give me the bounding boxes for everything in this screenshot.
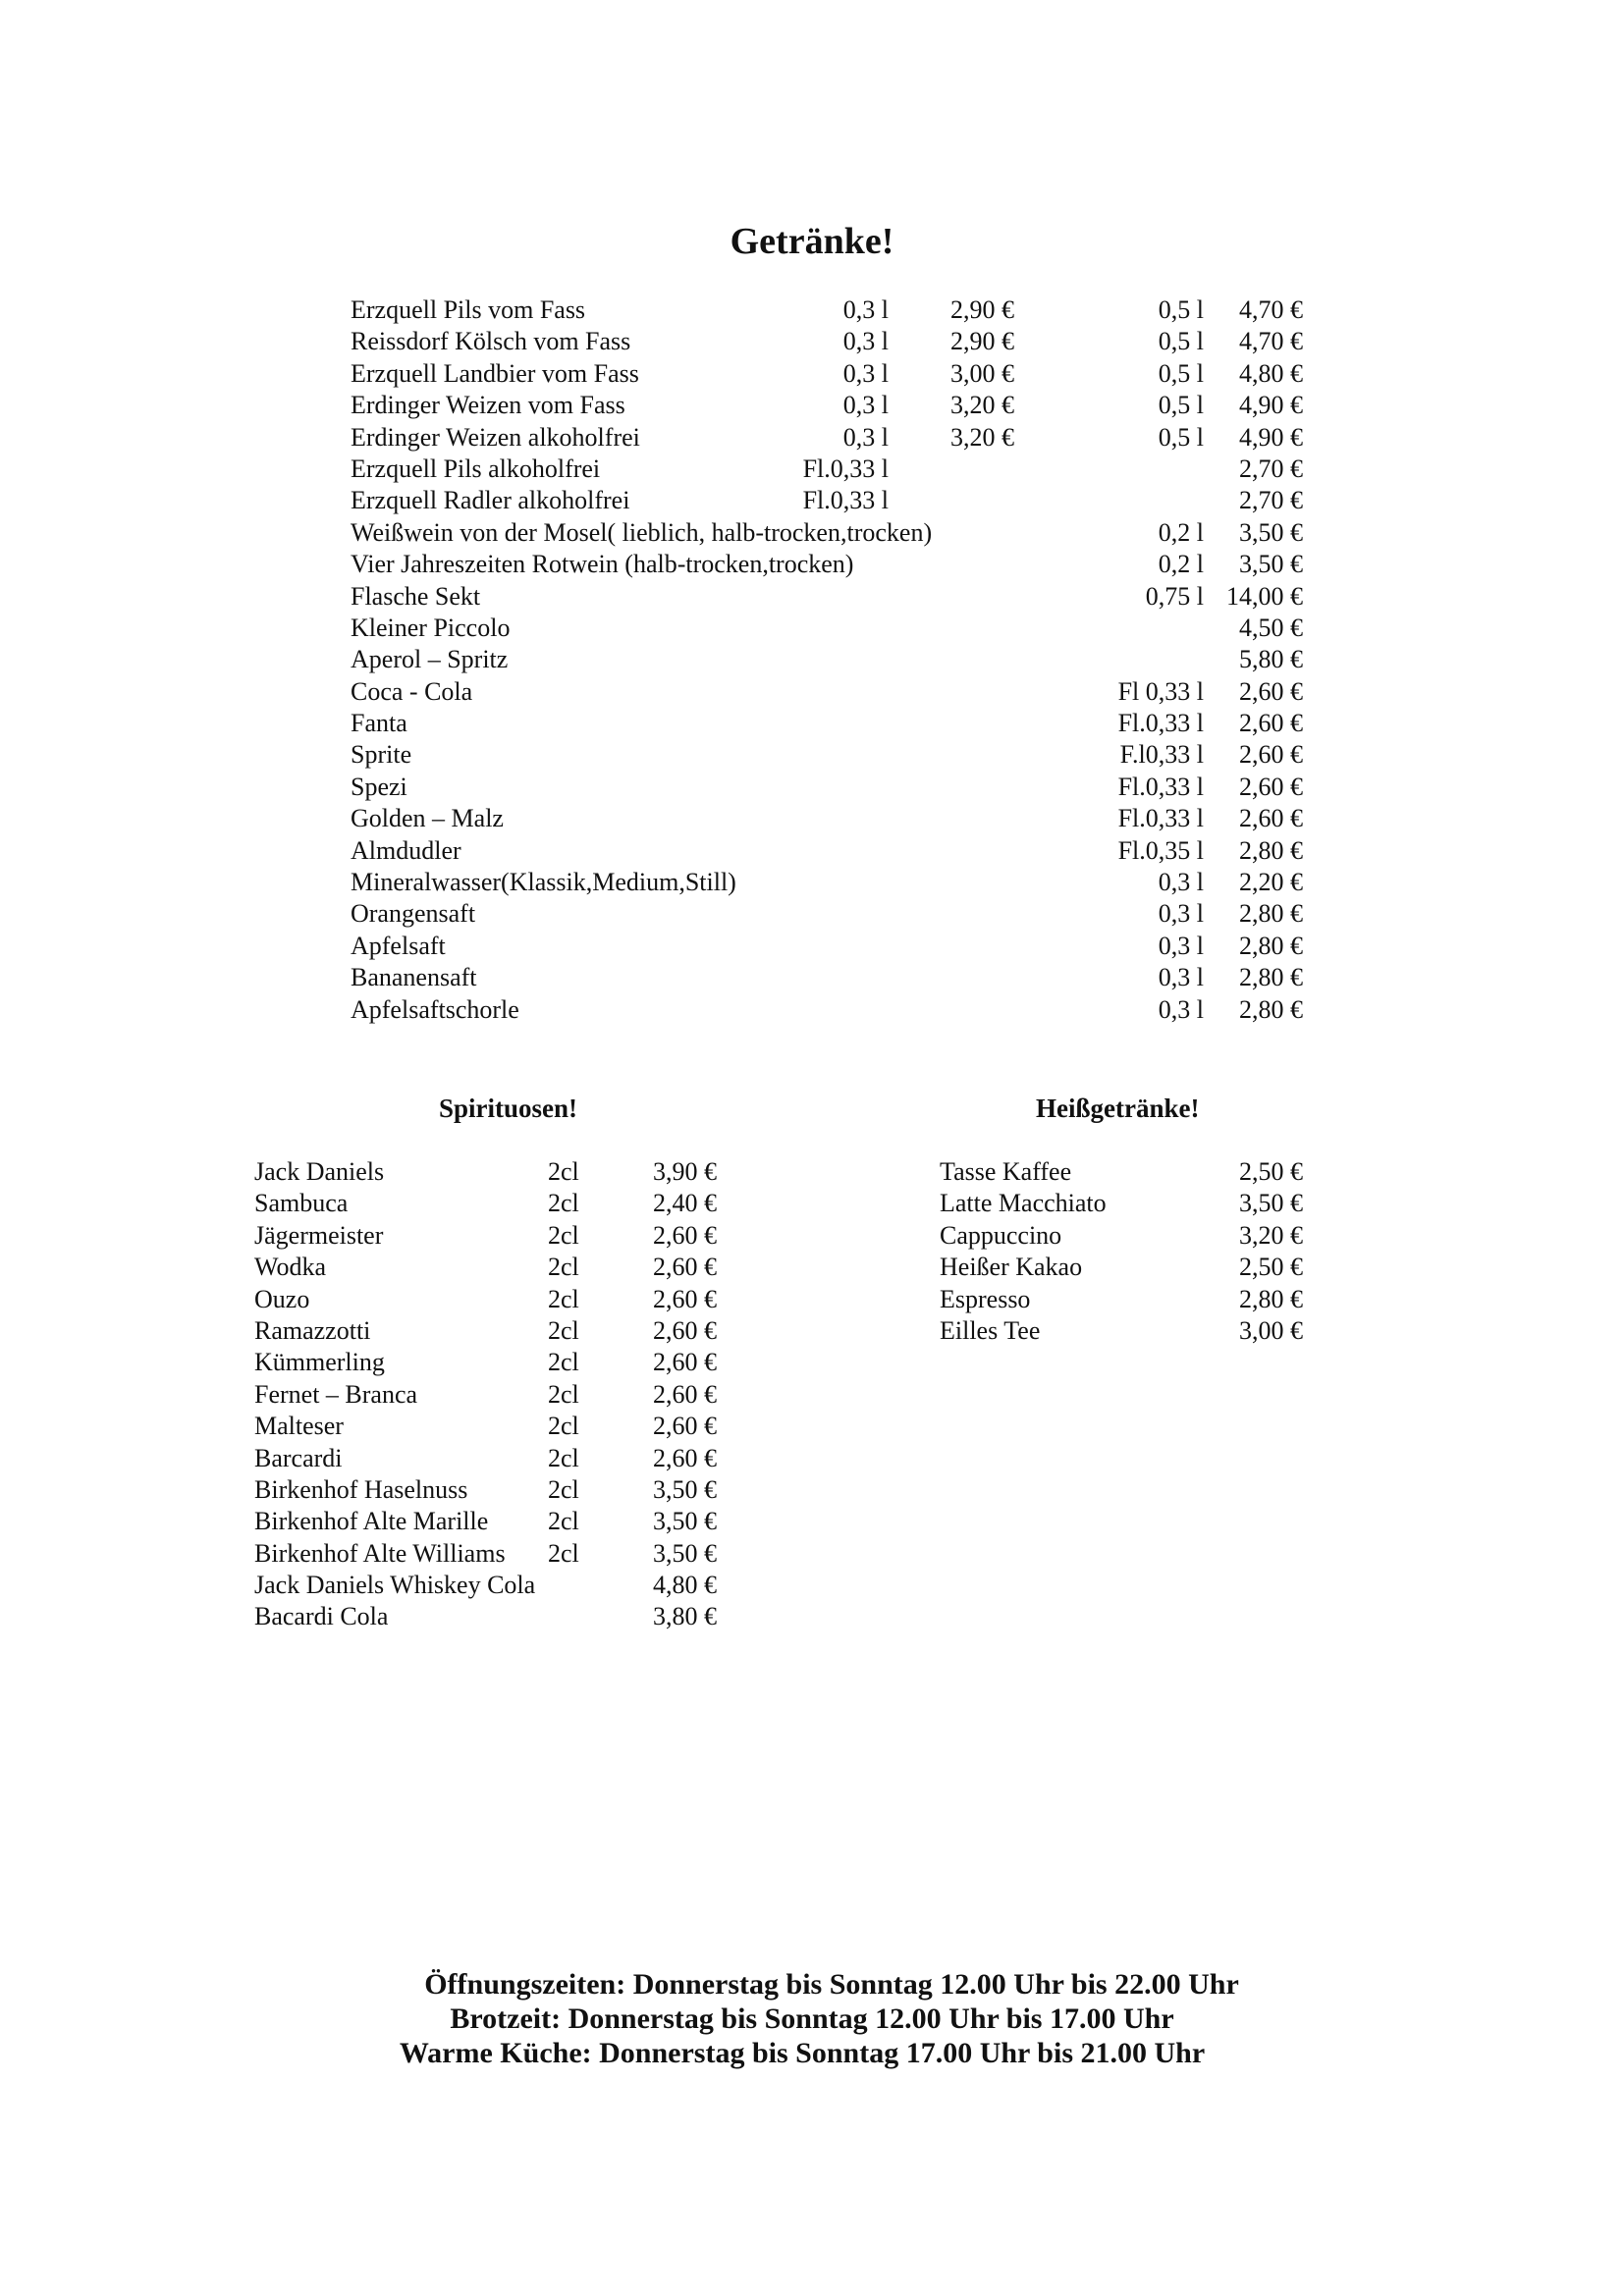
drink-size-large: 0,5 l [1158, 422, 1204, 452]
hot-drink-name: Heißer Kakao [940, 1253, 1083, 1282]
spirit-size: 2cl [548, 1157, 579, 1186]
drinks-row [0, 644, 1624, 675]
spirits-row [0, 1538, 812, 1570]
drink-size-large: Fl 0,33 l [1117, 676, 1204, 706]
drink-price-large: 3,50 € [1239, 550, 1303, 579]
drinks-row [0, 962, 1624, 993]
opening-hours-line: Öffnungszeiten: Donnerstag bis Sonntag 12.00 Uhr bis 22.00 Uhr [424, 1968, 1239, 2001]
spirit-price: 2,60 € [653, 1443, 717, 1472]
drink-price-large: 5,80 € [1239, 645, 1303, 674]
spirit-name: Jack Daniels Whiskey Cola [254, 1571, 536, 1600]
spirit-size: 2cl [548, 1348, 579, 1377]
hot-drink-price: 2,50 € [1239, 1253, 1303, 1282]
drink-price-large: 4,90 € [1239, 422, 1303, 452]
drinks-row [0, 613, 1624, 644]
drinks-row [0, 326, 1624, 357]
drink-price-large: 2,60 € [1239, 676, 1303, 706]
drinks-row [0, 835, 1624, 867]
drink-price-large: 3,50 € [1239, 517, 1303, 547]
spirit-name: Wodka [254, 1253, 326, 1282]
drink-price-large: 2,70 € [1239, 486, 1303, 515]
drink-name: Spezi [351, 772, 407, 801]
hot-drink-price: 2,80 € [1239, 1284, 1303, 1313]
drink-price-small: 2,90 € [950, 327, 1014, 356]
drink-price-large: 2,20 € [1239, 868, 1303, 897]
spirit-name: Birkenhof Alte Marille [254, 1507, 489, 1536]
hot_drinks-row [0, 1220, 1624, 1252]
drinks-row [0, 994, 1624, 1026]
spirit-name: Bacardi Cola [254, 1602, 389, 1631]
drink-price-small: 3,20 € [950, 391, 1014, 420]
drink-size-large: 0,2 l [1158, 550, 1204, 579]
drink-size-small: Fl.0,33 l [802, 454, 889, 483]
drink-size-large: Fl.0,35 l [1117, 835, 1204, 865]
drinks-row [0, 358, 1624, 390]
drinks-row [0, 739, 1624, 771]
spirit-name: Jack Daniels [254, 1157, 385, 1186]
spirit-size: 2cl [548, 1538, 579, 1568]
drink-price-large: 2,80 € [1239, 931, 1303, 960]
hot_drinks-row [0, 1284, 1624, 1315]
spirits-row [0, 1601, 812, 1632]
drink-size-small: 0,3 l [842, 327, 889, 356]
drinks-row [0, 803, 1624, 834]
drink-name: Vier Jahreszeiten Rotwein (halb-trocken,trocken) [351, 550, 854, 579]
spirit-price: 3,50 € [653, 1538, 717, 1568]
drink-name: Orangensaft [351, 899, 476, 929]
spirit-price: 2,60 € [653, 1315, 717, 1345]
spirit-price: 3,50 € [653, 1507, 717, 1536]
drink-name: Reissdorf Kölsch vom Fass [351, 327, 631, 356]
spirits-heading: Spirituosen! [439, 1094, 578, 1123]
hot-drink-price: 3,50 € [1239, 1189, 1303, 1218]
spirit-size: 2cl [548, 1189, 579, 1218]
hot_drinks-row [0, 1252, 1624, 1283]
hot-drink-name: Eilles Tee [940, 1315, 1041, 1345]
spirits-row [0, 1443, 812, 1474]
drink-name: Golden – Malz [351, 804, 504, 833]
drink-price-large: 2,60 € [1239, 772, 1303, 801]
drink-size-large: 0,3 l [1158, 868, 1204, 897]
drink-name: Erzquell Pils alkoholfrei [351, 454, 601, 483]
spirit-size: 2cl [548, 1507, 579, 1536]
spirit-price: 2,60 € [653, 1348, 717, 1377]
drink-size-small: Fl.0,33 l [802, 486, 889, 515]
spirit-name: Sambuca [254, 1189, 349, 1218]
spirit-name: Jägermeister [254, 1220, 384, 1250]
drink-size-small: 0,3 l [842, 422, 889, 452]
spirit-name: Birkenhof Haselnuss [254, 1474, 468, 1504]
hot-drink-name: Latte Macchiato [940, 1189, 1107, 1218]
drinks-list [0, 294, 1624, 1026]
hot-drink-price: 3,20 € [1239, 1220, 1303, 1250]
drink-price-large: 14,00 € [1226, 581, 1303, 611]
drink-price-large: 2,80 € [1239, 994, 1303, 1024]
drink-price-large: 2,80 € [1239, 899, 1303, 929]
drink-size-large: Fl.0,33 l [1117, 804, 1204, 833]
drink-price-large: 2,60 € [1239, 740, 1303, 770]
drink-name: Weißwein von der Mosel( lieblich, halb-trocken,trocken) [351, 517, 933, 547]
drink-name: Erzquell Pils vom Fass [351, 295, 586, 324]
drinks-row [0, 708, 1624, 739]
spirit-name: Kümmerling [254, 1348, 385, 1377]
drink-name: Sprite [351, 740, 412, 770]
spirits-row [0, 1474, 812, 1506]
spirit-size: 2cl [548, 1379, 579, 1409]
spirit-size: 2cl [548, 1220, 579, 1250]
spirit-size: 2cl [548, 1474, 579, 1504]
spirit-name: Fernet – Branca [254, 1379, 418, 1409]
spirit-price: 2,60 € [653, 1253, 717, 1282]
drink-size-large: F.l0,33 l [1119, 740, 1204, 770]
spirits-row [0, 1347, 812, 1378]
drink-name: Kleiner Piccolo [351, 613, 511, 642]
drink-name: Almdudler [351, 835, 461, 865]
brotzeit-line: Brotzeit: Donnerstag bis Sonntag 12.00 Uhr bis 17.00 Uhr [450, 2002, 1174, 2035]
drink-price-large: 2,60 € [1239, 804, 1303, 833]
spirit-name: Ouzo [254, 1284, 310, 1313]
drink-size-small: 0,3 l [842, 358, 889, 388]
drinks-row [0, 549, 1624, 580]
page-title: Getränke! [730, 221, 894, 262]
drink-price-large: 4,70 € [1239, 295, 1303, 324]
drink-price-large: 2,80 € [1239, 963, 1303, 992]
drinks-row [0, 517, 1624, 549]
drink-size-large: 0,3 l [1158, 963, 1204, 992]
spirit-price: 3,80 € [653, 1602, 717, 1631]
hot_drinks-row [0, 1156, 1624, 1188]
spirit-name: Birkenhof Alte Williams [254, 1538, 506, 1568]
drinks-row [0, 867, 1624, 898]
hot-drink-price: 3,00 € [1239, 1315, 1303, 1345]
drinks-row [0, 454, 1624, 485]
drink-name: Mineralwasser(Klassik,Medium,Still) [351, 868, 736, 897]
drink-name: Apfelsaft [351, 931, 446, 960]
drink-name: Erzquell Radler alkoholfrei [351, 486, 630, 515]
spirit-price: 3,90 € [653, 1157, 717, 1186]
drink-price-large: 4,80 € [1239, 358, 1303, 388]
spirit-price: 2,60 € [653, 1412, 717, 1441]
spirit-price: 2,60 € [653, 1284, 717, 1313]
drink-price-small: 2,90 € [950, 295, 1014, 324]
drink-size-large: 0,3 l [1158, 899, 1204, 929]
spirit-size: 2cl [548, 1284, 579, 1313]
drink-price-small: 3,20 € [950, 422, 1014, 452]
drink-size-small: 0,3 l [842, 295, 889, 324]
drink-name: Erdinger Weizen alkoholfrei [351, 422, 640, 452]
drink-size-large: 0,75 l [1145, 581, 1204, 611]
drink-name: Erdinger Weizen vom Fass [351, 391, 625, 420]
hot-drink-price: 2,50 € [1239, 1157, 1303, 1186]
drink-price-large: 2,60 € [1239, 709, 1303, 738]
drink-price-large: 4,70 € [1239, 327, 1303, 356]
drink-size-large: 0,5 l [1158, 391, 1204, 420]
spirit-size: 2cl [548, 1412, 579, 1441]
drink-name: Flasche Sekt [351, 581, 481, 611]
drink-size-small: 0,3 l [842, 391, 889, 420]
spirits-row [0, 1379, 812, 1411]
hot_drinks-row [0, 1188, 1624, 1219]
hot-drinks-list [0, 1156, 1624, 1347]
drinks-row [0, 294, 1624, 326]
drinks-row [0, 676, 1624, 708]
drink-size-large: 0,2 l [1158, 517, 1204, 547]
spirit-name: Malteser [254, 1412, 344, 1441]
drink-size-large: 0,5 l [1158, 358, 1204, 388]
spirit-price: 2,60 € [653, 1220, 717, 1250]
spirit-size: 2cl [548, 1443, 579, 1472]
drink-price-large: 4,50 € [1239, 613, 1303, 642]
spirit-name: Ramazzotti [254, 1315, 371, 1345]
spirit-price: 2,40 € [653, 1189, 717, 1218]
spirit-size: 2cl [548, 1253, 579, 1282]
hot-drink-name: Tasse Kaffee [940, 1157, 1072, 1186]
hot_drinks-row [0, 1315, 1624, 1347]
spirit-price: 2,60 € [653, 1379, 717, 1409]
drinks-row [0, 772, 1624, 803]
opening-hours-footer [0, 1967, 1624, 2070]
spirits-row [0, 1506, 812, 1537]
drink-name: Apfelsaftschorle [351, 994, 519, 1024]
hot-drink-name: Espresso [940, 1284, 1031, 1313]
spirit-price: 3,50 € [653, 1474, 717, 1504]
hot-drink-name: Cappuccino [940, 1220, 1062, 1250]
drink-size-large: Fl.0,33 l [1117, 709, 1204, 738]
drink-name: Coca - Cola [351, 676, 473, 706]
spirit-price: 4,80 € [653, 1571, 717, 1600]
drink-size-large: 0,3 l [1158, 931, 1204, 960]
drinks-row [0, 581, 1624, 613]
drink-name: Bananensaft [351, 963, 477, 992]
drink-size-large: Fl.0,33 l [1117, 772, 1204, 801]
drink-price-large: 2,80 € [1239, 835, 1303, 865]
drink-price-large: 2,70 € [1239, 454, 1303, 483]
drink-name: Fanta [351, 709, 407, 738]
drinks-row [0, 390, 1624, 421]
drinks-row [0, 422, 1624, 454]
drink-price-small: 3,00 € [950, 358, 1014, 388]
drink-name: Aperol – Spritz [351, 645, 509, 674]
drink-size-large: 0,5 l [1158, 295, 1204, 324]
drink-price-large: 4,90 € [1239, 391, 1303, 420]
hot-drinks-heading: Heißgetränke! [1036, 1094, 1200, 1123]
warme-kueche-line: Warme Küche: Donnerstag bis Sonntag 17.00 Uhr bis 21.00 Uhr [399, 2037, 1206, 2069]
drink-size-large: 0,3 l [1158, 994, 1204, 1024]
spirits-row [0, 1570, 812, 1601]
drink-size-large: 0,5 l [1158, 327, 1204, 356]
drinks-row [0, 485, 1624, 516]
drinks-row [0, 931, 1624, 962]
spirits-row [0, 1411, 812, 1442]
drinks-row [0, 898, 1624, 930]
drink-name: Erzquell Landbier vom Fass [351, 358, 639, 388]
spirit-name: Barcardi [254, 1443, 343, 1472]
spirit-size: 2cl [548, 1315, 579, 1345]
